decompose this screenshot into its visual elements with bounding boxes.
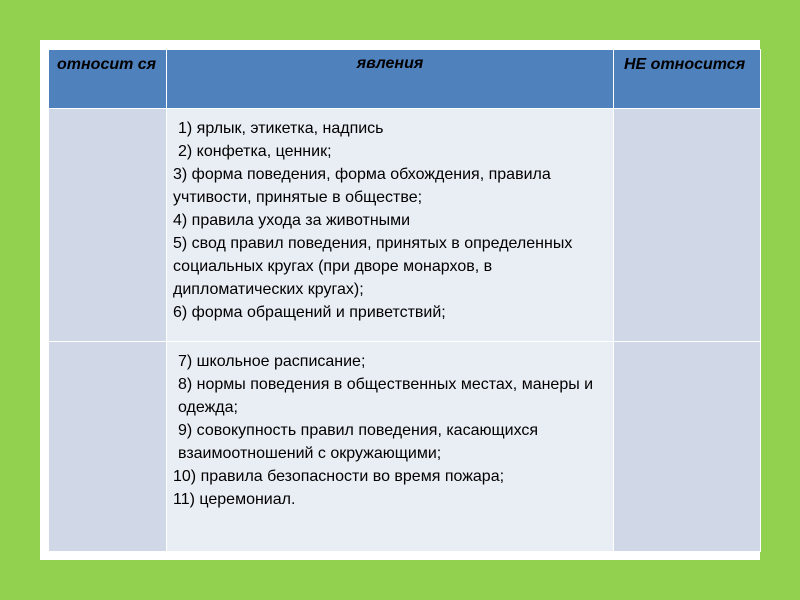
header-belongs-label: относит ся — [57, 56, 157, 73]
header-belongs — [49, 50, 167, 109]
belongs-cell — [49, 342, 167, 552]
list-item: 2) конфетка, ценник; — [178, 143, 332, 160]
header-phenomena-label: явления — [356, 55, 424, 72]
table-row — [49, 109, 761, 342]
list-item: 10) правила безопасности во время пожара; — [173, 468, 505, 485]
list-item: 11) церемониал. — [173, 491, 296, 508]
header-phenomena — [167, 50, 614, 109]
not-belongs-cell — [614, 109, 761, 342]
table-header-row — [49, 50, 761, 109]
list-item: 4) правила ухода за животными — [173, 212, 411, 229]
table-row — [49, 342, 761, 552]
list-item: 8) нормы поведения в общественных местах, манеры и одежда; — [178, 376, 594, 416]
list-item: 1) ярлык, этикетка, надпись — [178, 120, 384, 137]
list-item: 6) форма обращений и приветствий; — [173, 304, 446, 321]
list-item: 3) форма поведения, форма обхождения, правила учтивости, принятые в обществе; — [173, 166, 551, 206]
phenomena-cell — [167, 109, 614, 342]
header-not-belongs — [614, 50, 761, 109]
slide-frame — [40, 40, 760, 560]
belongs-cell — [49, 109, 167, 342]
header-not-belongs-label: НЕ относится — [624, 56, 746, 73]
list-item: 7) школьное расписание; — [178, 353, 366, 370]
list-item: 5) свод правил поведения, принятых в определенных социальных кругах (при дворе монархов, в дипломатических кругах); — [173, 235, 573, 298]
classification-table — [48, 49, 761, 552]
phenomena-cell — [167, 342, 614, 552]
not-belongs-cell — [614, 342, 761, 552]
list-item: 9) совокупность правил поведения, касающихся взаимоотношений с окружающими; — [178, 422, 539, 462]
